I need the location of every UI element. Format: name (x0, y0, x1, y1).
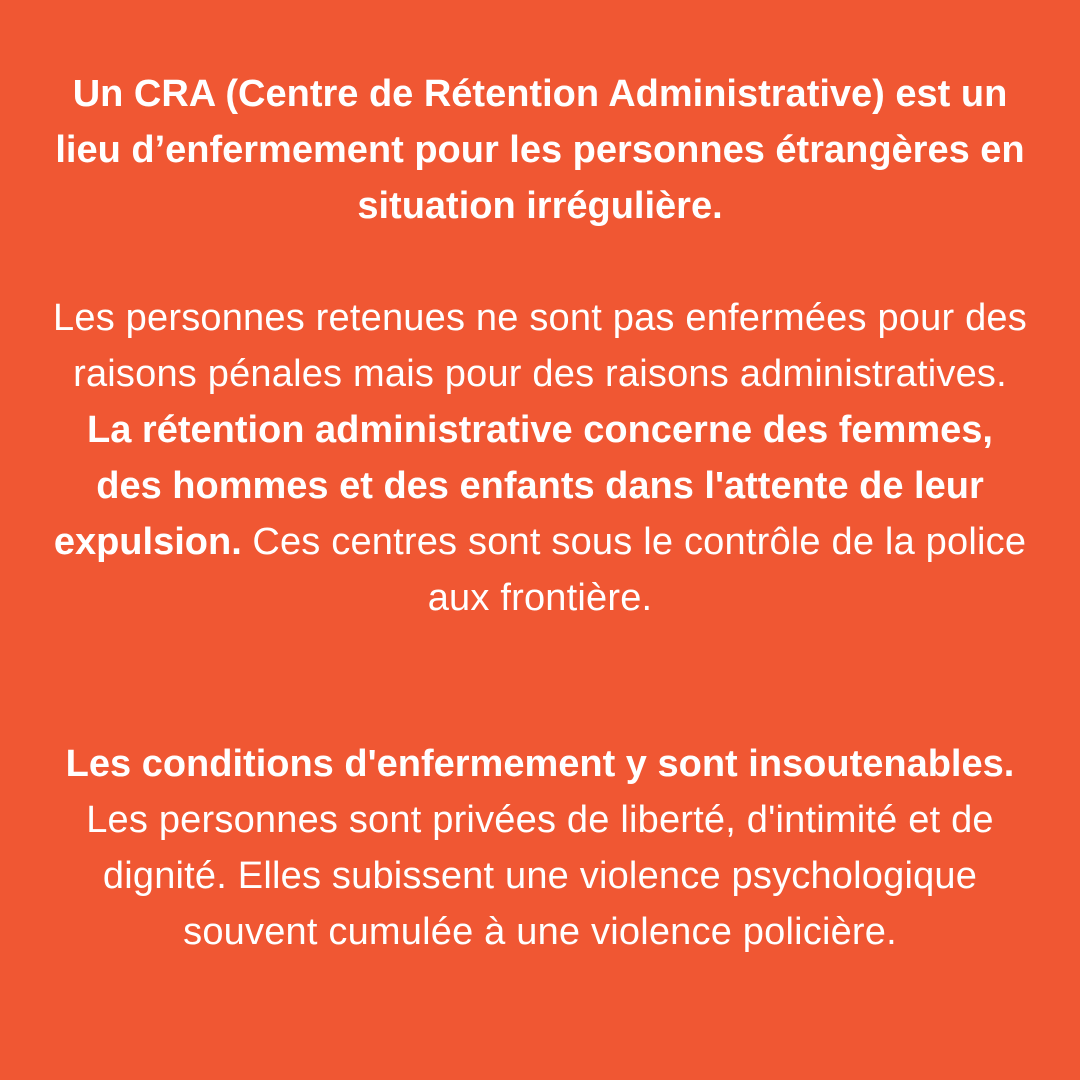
conditions-headline-text: Les conditions d'enfermement y sont insoutenables. (65, 743, 1015, 785)
paragraph-cra-definition (50, 66, 1030, 234)
conditions-details-text: Les personnes sont privées de liberté, d'intimité et de dignité. Elles subissent une violence psychologique souvent cumulée à une violence policière. (86, 799, 994, 953)
retention-reasons-text: Les personnes retenues ne sont pas enfermées pour des raisons pénales mais pour des raisons administratives. (53, 297, 1027, 395)
police-control-text: Ces centres sont sous le contrôle de la police aux frontière. (252, 521, 1027, 619)
retention-concerns-text: La rétention administrative concerne des femmes, des hommes et des enfants dans l'attente de leur expulsion. (53, 409, 993, 563)
cra-definition-text: Un CRA (Centre de Rétention Administrative) est un lieu d’enfermement pour les personnes étrangères en situation irrégulière. (55, 73, 1025, 227)
paragraph-retention-details (50, 290, 1030, 626)
paragraph-conditions (50, 736, 1030, 960)
